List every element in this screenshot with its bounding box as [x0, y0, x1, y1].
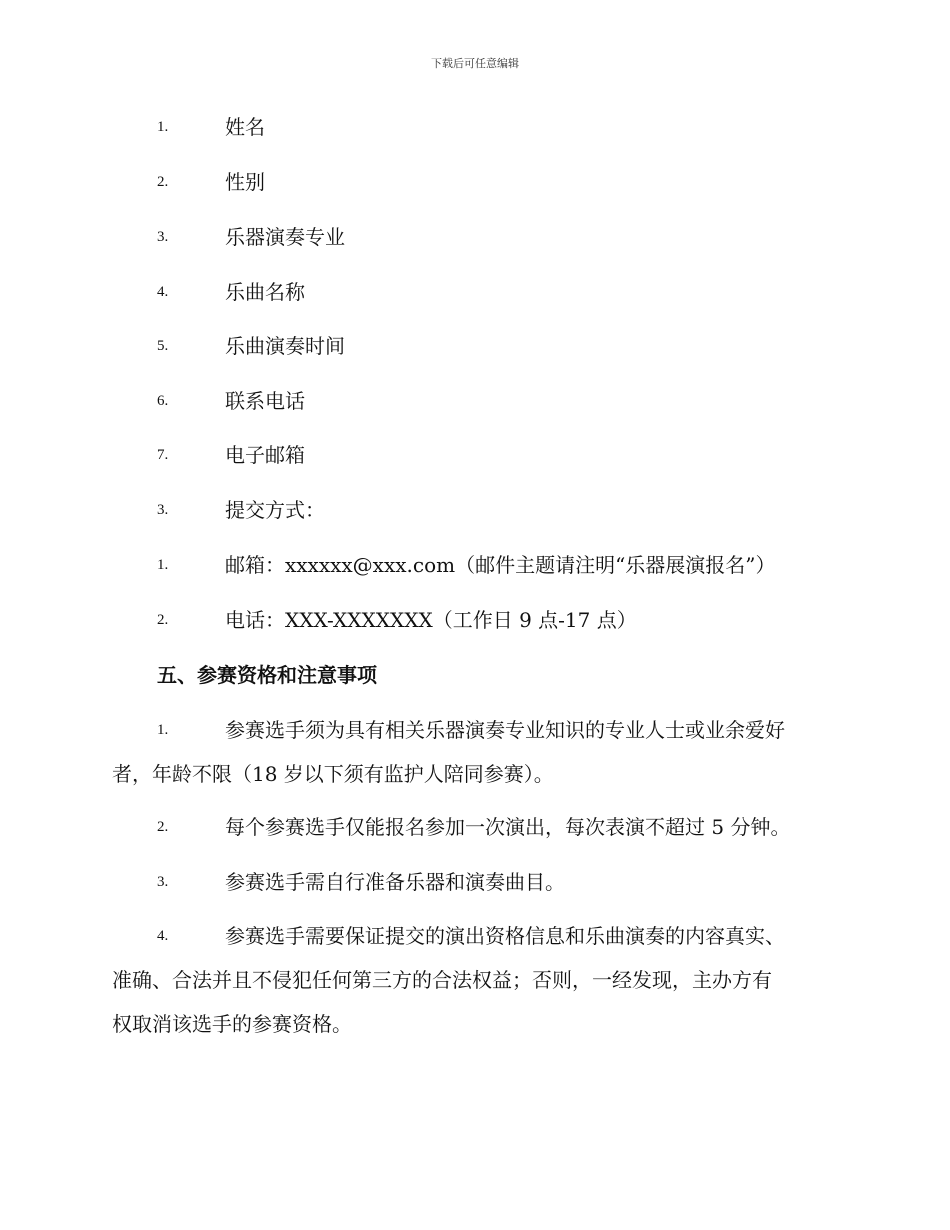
list-item-text: 联系电话 [225, 389, 305, 413]
rule-number: 3. [157, 874, 169, 890]
list-item-number: 3. [157, 229, 169, 245]
list-item [0, 278, 950, 308]
list-item-text: 姓名 [225, 115, 265, 139]
rule-line: 参赛选手需自行准备乐器和演奏曲目。 [225, 870, 565, 894]
list-item [0, 332, 950, 362]
list-item-text: 乐器演奏专业 [225, 225, 345, 249]
list-item-number: 1. [157, 557, 169, 573]
list-item [0, 168, 950, 198]
submit-method-label: 提交方式： [225, 498, 325, 522]
rule-number: 1. [157, 722, 169, 738]
rule-number: 4. [157, 928, 169, 944]
rule-line: 参赛选手须为具有相关乐器演奏专业知识的专业人士或业余爱好 [225, 718, 785, 742]
list-item [0, 113, 950, 143]
submit-method-item [0, 496, 950, 526]
rule-number: 2. [157, 819, 169, 835]
rule-line: 参赛选手需要保证提交的演出资格信息和乐曲演奏的内容真实、 [225, 924, 785, 948]
submit-phone-text: 电话：XXX-XXXXXXX（工作日 9 点-17 点） [225, 608, 637, 632]
page-header: 下载后可任意编辑 [431, 57, 519, 70]
rule-line: 者，年龄不限（18 岁以下须有监护人陪同参赛）。 [112, 762, 554, 786]
list-item-number: 5. [157, 338, 169, 354]
list-item-number: 2. [157, 174, 169, 190]
submit-email-text: 邮箱：xxxxxx@xxx.com（邮件主题请注明“乐器展演报名”） [225, 553, 776, 577]
list-item-text: 电子邮箱 [225, 443, 305, 467]
list-item [0, 441, 950, 471]
rule-line: 权取消该选手的参赛资格。 [112, 1012, 352, 1036]
rule-line: 每个参赛选手仅能报名参加一次演出，每次表演不超过 5 分钟。 [225, 815, 791, 839]
list-item [0, 387, 950, 417]
list-item-number: 7. [157, 447, 169, 463]
list-item-text: 乐曲演奏时间 [225, 334, 345, 358]
rule-line: 准确、合法并且不侵犯任何第三方的合法权益；否则，一经发现，主办方有 [112, 968, 772, 992]
list-item-text: 性别 [225, 170, 265, 194]
list-item-number: 6. [157, 393, 169, 409]
list-item-text: 乐曲名称 [225, 280, 305, 304]
list-item-number: 2. [157, 612, 169, 628]
submit-email-item [0, 551, 950, 581]
list-item-number: 3. [157, 502, 169, 518]
section-heading: 五、参赛资格和注意事项 [157, 663, 377, 687]
list-item [0, 223, 950, 253]
submit-phone-item [0, 606, 950, 636]
list-item-number: 4. [157, 284, 169, 300]
list-item-number: 1. [157, 119, 169, 135]
